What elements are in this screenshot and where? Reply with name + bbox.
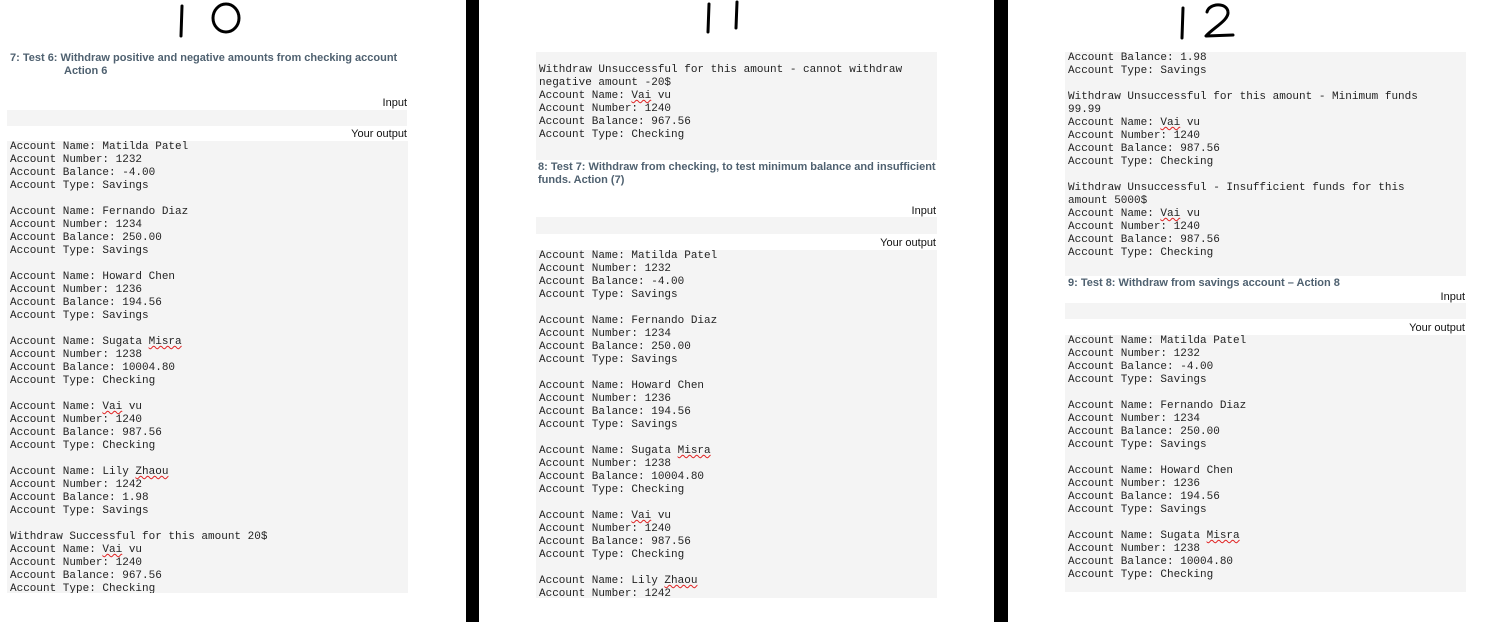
blank-line <box>1068 387 1463 400</box>
output-box <box>1065 335 1466 592</box>
blank-line <box>10 258 405 271</box>
output-line: Account Name: Sugata Misra <box>539 445 711 457</box>
output-line: Account Balance: 10004.80 <box>1068 556 1234 568</box>
output-line: Account Balance: 10004.80 <box>539 471 705 483</box>
output-line: Account Number: 1238 <box>10 349 143 361</box>
input-box <box>7 110 407 126</box>
output-line: Account Balance: 987.56 <box>10 427 162 439</box>
blank-line <box>1068 78 1463 91</box>
spellcheck-underline: Vai <box>1160 208 1181 220</box>
output-box <box>7 141 408 593</box>
blank-line <box>1068 452 1463 465</box>
output-line: Account Name: Sugata Misra <box>10 336 182 348</box>
input-label: Input <box>1440 291 1465 303</box>
spellcheck-underline: Misra <box>148 336 182 348</box>
input-label: Input <box>382 97 407 109</box>
output-label: Your output <box>1409 322 1465 334</box>
output-line: Account Number: 1240 <box>10 557 143 569</box>
output-line: Account Name: Sugata Misra <box>1068 530 1240 542</box>
output-line: Account Balance: 194.56 <box>1068 491 1220 503</box>
spellcheck-underline: Vai <box>631 510 652 522</box>
spellcheck-underline: Zhaou <box>135 466 169 478</box>
output-line: Withdraw Unsuccessful - Insufficient funds for this <box>1068 182 1405 194</box>
handwritten-page-number <box>697 0 757 40</box>
input-box <box>1065 303 1466 319</box>
spellcheck-underline: Misra <box>677 445 711 457</box>
output-line: Account Type: Checking <box>1068 156 1214 168</box>
output-line: Account Type: Savings <box>10 310 149 322</box>
previous-output-box <box>536 52 937 160</box>
output-line: Account Number: 1234 <box>1068 413 1201 425</box>
output-line: Account Number: 1240 <box>1068 130 1201 142</box>
output-line: Account Type: Savings <box>539 419 678 431</box>
input-label: Input <box>911 205 936 217</box>
output-line: Account Name: Vai vu <box>539 90 672 102</box>
page-panel-11 <box>479 0 994 622</box>
output-line: Account Name: Fernando Diaz <box>539 315 718 327</box>
output-line: negative amount -20$ <box>539 77 672 89</box>
output-line: Account Number: 1240 <box>539 103 672 115</box>
handwritten-page-number <box>1173 0 1253 40</box>
output-line: Account Balance: -4.00 <box>539 276 685 288</box>
output-line: Account Balance: -4.00 <box>1068 361 1214 373</box>
output-line: Account Balance: 987.56 <box>1068 143 1220 155</box>
output-line: Account Type: Checking <box>1068 247 1214 259</box>
output-line: Account Type: Savings <box>1068 65 1207 77</box>
test-heading: 9: Test 8: Withdraw from savings account – Action 8 <box>1068 277 1340 289</box>
output-line: Account Balance: 250.00 <box>1068 426 1220 438</box>
blank-line <box>1068 169 1463 182</box>
blank-line <box>539 497 934 510</box>
output-line: Account Number: 1242 <box>539 588 672 598</box>
output-line: Account Number: 1236 <box>539 393 672 405</box>
spellcheck-underline: Misra <box>1206 530 1240 542</box>
output-box <box>536 250 937 598</box>
output-line: amount 5000$ <box>1068 195 1148 207</box>
output-line: Account Type: Savings <box>539 289 678 301</box>
blank-line <box>10 518 405 531</box>
output-line: Account Type: Checking <box>10 440 156 452</box>
output-line: Account Name: Fernando Diaz <box>10 206 189 218</box>
output-line: Account Name: Howard Chen <box>1068 465 1234 477</box>
output-line: Account Name: Vai vu <box>10 544 143 556</box>
output-line: Account Name: Vai vu <box>1068 117 1201 129</box>
spellcheck-underline: Vai <box>102 401 123 413</box>
output-line: Account Type: Savings <box>10 505 149 517</box>
output-line: Withdraw Successful for this amount 20$ <box>10 531 268 543</box>
output-line: Account Number: 1232 <box>539 263 672 275</box>
spellcheck-underline: Vai <box>102 544 123 556</box>
output-line: Account Name: Vai vu <box>1068 208 1201 220</box>
output-line: Account Number: 1232 <box>1068 348 1201 360</box>
output-line: Account Type: Checking <box>10 583 156 593</box>
output-line: Account Name: Matilda Patel <box>539 250 718 262</box>
output-line: Account Number: 1236 <box>1068 478 1201 490</box>
output-line: Account Name: Howard Chen <box>539 380 705 392</box>
output-line: Account Number: 1232 <box>10 154 143 166</box>
output-line: Account Type: Checking <box>10 375 156 387</box>
output-line: Account Type: Savings <box>1068 504 1207 516</box>
blank-line <box>10 388 405 401</box>
output-line: Account Balance: 250.00 <box>539 341 691 353</box>
output-line: Account Number: 1238 <box>1068 543 1201 555</box>
blank-line <box>1068 517 1463 530</box>
output-line: Account Balance: 194.56 <box>10 297 162 309</box>
output-line: Account Name: Matilda Patel <box>10 141 189 153</box>
blank-line <box>539 432 934 445</box>
output-line: Account Type: Savings <box>539 354 678 366</box>
output-line: Account Balance: 250.00 <box>10 232 162 244</box>
output-line: Withdraw Unsuccessful for this amount - Minimum funds <box>1068 91 1418 103</box>
output-line: Account Balance: 1.98 <box>1068 52 1207 64</box>
output-line: Account Name: Vai vu <box>10 401 143 413</box>
output-line: Account Type: Savings <box>1068 374 1207 386</box>
output-line: Account Name: Matilda Patel <box>1068 335 1247 347</box>
blank-line <box>539 562 934 575</box>
output-line: Withdraw Unsuccessful for this amount - cannot withdraw <box>539 64 903 76</box>
output-line: Account Type: Checking <box>1068 569 1214 581</box>
output-label: Your output <box>351 128 407 140</box>
output-line: Account Number: 1240 <box>1068 221 1201 233</box>
output-label: Your output <box>880 237 936 249</box>
output-line: Account Type: Savings <box>10 180 149 192</box>
spellcheck-underline: Vai <box>631 90 652 102</box>
output-line: Account Name: Lily Zhaou <box>539 575 698 587</box>
page-panel-10 <box>0 0 466 622</box>
blank-line <box>10 193 405 206</box>
output-line: Account Name: Vai vu <box>539 510 672 522</box>
output-line: Account Number: 1234 <box>539 328 672 340</box>
blank-line <box>539 367 934 380</box>
spellcheck-underline: Zhaou <box>664 575 698 587</box>
output-line: 99.99 <box>1068 104 1102 116</box>
output-line: Account Balance: 1.98 <box>10 492 149 504</box>
output-line: Account Type: Savings <box>1068 439 1207 451</box>
test-heading: 7: Test 6: Withdraw positive and negative amounts from checking account Action 6 <box>10 52 398 77</box>
output-line: Account Balance: 967.56 <box>10 570 162 582</box>
output-line: Account Name: Howard Chen <box>10 271 176 283</box>
output-line: Account Balance: 967.56 <box>539 116 691 128</box>
blank-line <box>539 302 934 315</box>
test-heading: 8: Test 7: Withdraw from checking, to test minimum balance and insufficient funds. Action (7) <box>538 161 936 186</box>
page-divider <box>994 0 1008 622</box>
output-line: Account Type: Checking <box>539 549 685 561</box>
output-line: Account Name: Lily Zhaou <box>10 466 169 478</box>
output-line: Account Balance: -4.00 <box>10 167 156 179</box>
output-line: Account Number: 1236 <box>10 284 143 296</box>
spellcheck-underline: Vai <box>1160 117 1181 129</box>
page-panel-12 <box>1008 0 1498 622</box>
output-line: Account Balance: 194.56 <box>539 406 691 418</box>
output-line: Account Number: 1240 <box>10 414 143 426</box>
output-line: Account Number: 1242 <box>10 479 143 491</box>
output-line: Account Balance: 987.56 <box>1068 234 1220 246</box>
output-line: Account Number: 1238 <box>539 458 672 470</box>
blank-line <box>10 453 405 466</box>
output-line: Account Type: Checking <box>539 129 685 141</box>
output-line: Account Balance: 10004.80 <box>10 362 176 374</box>
page-divider <box>466 0 479 622</box>
handwritten-page-number <box>170 0 250 40</box>
output-line: Account Balance: 987.56 <box>539 536 691 548</box>
output-line: Account Number: 1240 <box>539 523 672 535</box>
previous-output-box <box>1065 52 1466 276</box>
output-line: Account Name: Fernando Diaz <box>1068 400 1247 412</box>
output-line: Account Type: Checking <box>539 484 685 496</box>
output-line: Account Number: 1234 <box>10 219 143 231</box>
blank-line <box>10 323 405 336</box>
input-box <box>536 217 937 234</box>
output-line: Account Type: Savings <box>10 245 149 257</box>
